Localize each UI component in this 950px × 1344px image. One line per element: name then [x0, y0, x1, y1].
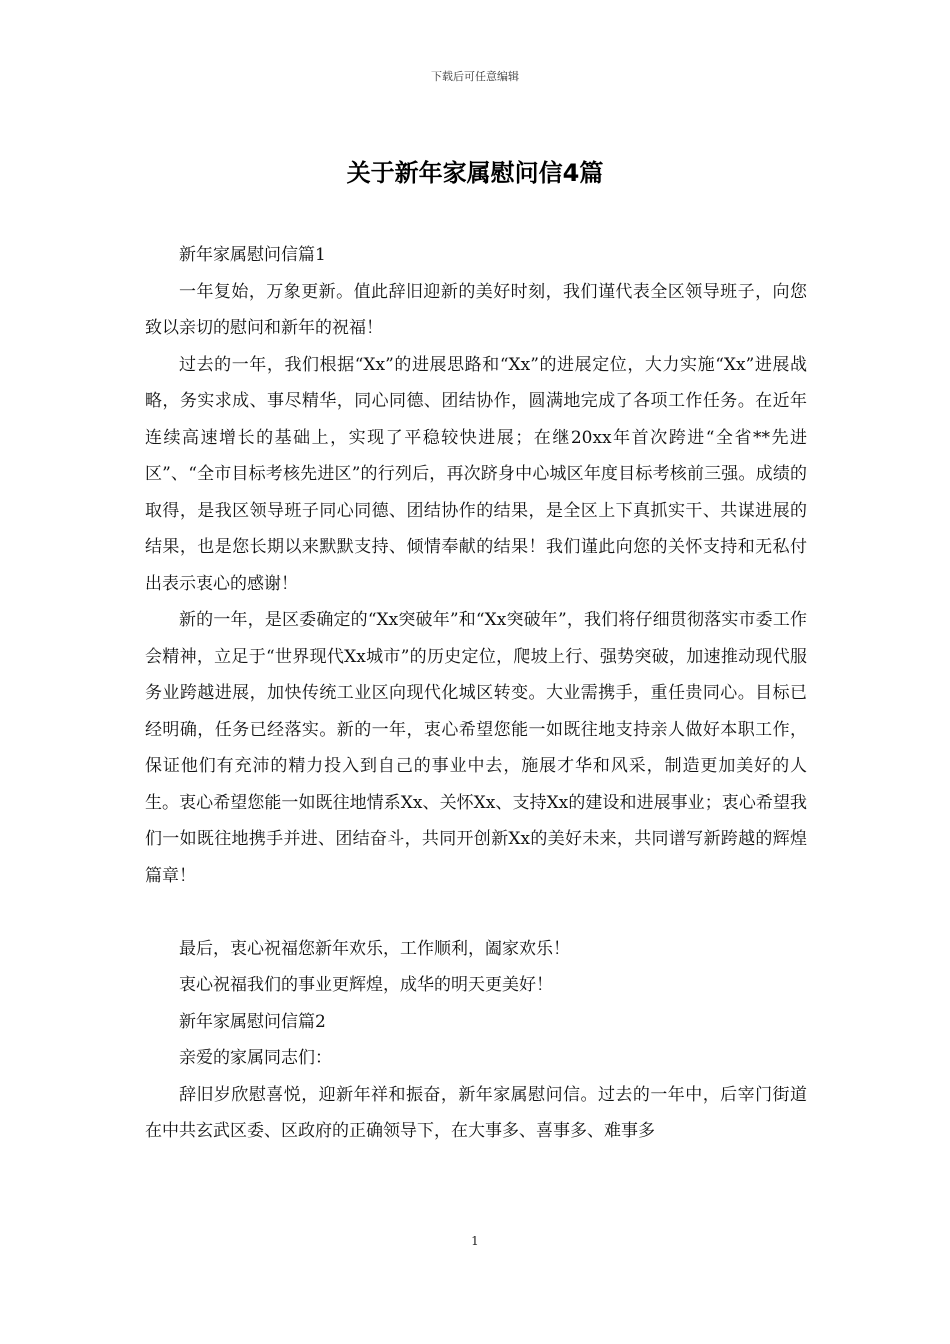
paragraph: 新的一年，是区委确定的“Xx突破年”和“Xx突破年”，我们将仔细贯彻落实市委工作会精神，立足于“世界现代Xx城市”的历史定位，爬坡上行、强势突破，加速推动现代服务业跨越进展，加快传统工业区向现代化城区转变。大业需携手，重任贵同心。目标已经明确，任务已经落实。新的一年，衷心希望您能一如既往地支持亲人做好本职工作，保证他们有充沛的精力投入到自己的事业中去，施展才华和风采，制造更加美好的人生。衷心希望您能一如既往地情系Xx、关怀Xx、支持Xx的建设和进展事业；衷心希望我们一如既往地携手并进、团结奋斗，共同开创新Xx的美好未来，共同谱写新跨越的辉煌篇章！	[145, 610, 807, 886]
document-title: 关于新年家属慰问信4篇	[346, 159, 604, 187]
blank-line	[145, 894, 807, 931]
section-heading-2: 新年家属慰问信篇2	[179, 1011, 326, 1032]
section-heading-1: 新年家属慰问信篇1	[179, 245, 326, 265]
paragraph: 一年复始，万象更新。值此辞旧迎新的美好时刻，我们谨代表全区领导班子，向您致以亲切的慰问和新年的祝福！	[145, 281, 807, 338]
paragraph: 最后，衷心祝福您新年欢乐，工作顺利，阖家欢乐！	[179, 938, 570, 959]
paragraph: 衷心祝福我们的事业更辉煌，成华的明天更美好！	[179, 975, 553, 995]
paragraph: 辞旧岁欣慰喜悦，迎新年祥和振奋，新年家属慰问信。过去的一年中，后宰门街道在中共玄武区委、区政府的正确领导下，在大事多、喜事多、难事多	[145, 1084, 807, 1141]
salutation: 亲爱的家属同志们：	[179, 1048, 332, 1068]
paragraph: 过去的一年，我们根据“Xx”的进展思路和“Xx”的进展定位，大力实施“Xx”进展战略，务实求成、事尽精华，同心同德、团结协作，圆满地完成了各项工作任务。在近年连续高速增长的基础上，实现了平稳较快进展；在继20xx年首次跨进“全省**先进区”、“全市目标考核先进区”的行列后，再次跻身中心城区年度目标考核前三强。成绩的取得，是我区领导班子同心同德、团结协作的结果，是全区上下真抓实干、共谋进展的结果，也是您长期以来默默支持、倾情奉献的结果！我们谨此向您的关怀支持和无私付出表示衷心的感谢！	[145, 354, 807, 594]
header-note: 下载后可任意编辑	[431, 70, 519, 83]
document-body	[145, 237, 807, 1150]
page-number: 1	[471, 1234, 479, 1248]
